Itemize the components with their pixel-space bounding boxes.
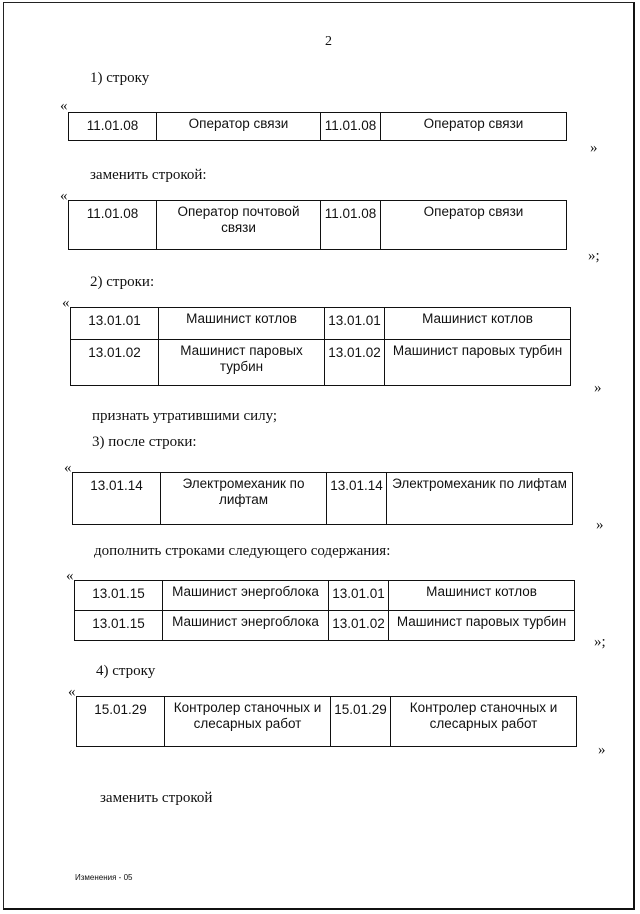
name-cell: Оператор связи xyxy=(157,113,321,141)
code-cell: 13.01.02 xyxy=(71,340,159,386)
name-cell: Машинист котлов xyxy=(389,581,575,611)
code-cell: 11.01.08 xyxy=(321,201,381,250)
close-quote: »; xyxy=(588,248,600,264)
section-2-heading: 2) строки: xyxy=(90,274,155,290)
name-cell: Контролер станочных и слесарных работ xyxy=(165,697,331,747)
table-s4 xyxy=(76,696,577,747)
close-quote: » xyxy=(596,517,604,533)
code-cell: 13.01.14 xyxy=(73,473,161,525)
code-cell: 13.01.01 xyxy=(325,308,385,340)
table-s2 xyxy=(70,307,571,386)
table-s1 xyxy=(68,112,567,141)
name-cell: Электромеханик по лифтам xyxy=(387,473,573,525)
table-row xyxy=(71,340,571,386)
open-quote: « xyxy=(68,684,76,700)
code-cell: 15.01.29 xyxy=(331,697,391,747)
table-row xyxy=(75,581,575,611)
name-cell: Электромеханик по лифтам xyxy=(161,473,327,525)
open-quote: « xyxy=(60,188,68,204)
code-cell: 11.01.08 xyxy=(69,113,157,141)
open-quote: « xyxy=(64,460,72,476)
open-quote: « xyxy=(66,568,74,584)
section-3-heading: 3) после строки: xyxy=(92,434,197,450)
name-cell: Машинист котлов xyxy=(159,308,325,340)
code-cell: 15.01.29 xyxy=(77,697,165,747)
table-s1-replacement xyxy=(68,200,567,250)
code-cell: 13.01.01 xyxy=(329,581,389,611)
close-quote: » xyxy=(590,140,598,156)
table-row xyxy=(75,611,575,641)
close-quote: » xyxy=(598,742,606,758)
table-row xyxy=(69,201,567,250)
name-cell: Машинист котлов xyxy=(385,308,571,340)
code-cell: 11.01.08 xyxy=(69,201,157,250)
table-s3-addition xyxy=(74,580,575,641)
name-cell: Машинист паровых турбин xyxy=(385,340,571,386)
replace-1-heading: заменить строкой: xyxy=(90,167,207,183)
name-cell: Контролер станочных и слесарных работ xyxy=(391,697,577,747)
name-cell: Оператор связи xyxy=(381,201,567,250)
name-cell: Машинист паровых турбин xyxy=(159,340,325,386)
section-1-heading: 1) строку xyxy=(90,70,150,86)
code-cell: 13.01.14 xyxy=(327,473,387,525)
name-cell: Машинист энергоблока xyxy=(163,611,329,641)
table-row xyxy=(73,473,573,525)
open-quote: « xyxy=(60,98,68,114)
code-cell: 13.01.15 xyxy=(75,611,163,641)
page-number: 2 xyxy=(325,34,332,49)
close-quote: »; xyxy=(594,634,606,650)
open-quote: « xyxy=(62,295,70,311)
section-4-heading: 4) строку xyxy=(96,663,156,679)
close-quote: » xyxy=(594,380,602,396)
table-s3 xyxy=(72,472,573,525)
name-cell: Оператор связи xyxy=(381,113,567,141)
code-cell: 13.01.01 xyxy=(71,308,159,340)
code-cell: 13.01.15 xyxy=(75,581,163,611)
section-2-result: признать утратившими силу; xyxy=(92,408,278,424)
name-cell: Машинист энергоблока xyxy=(163,581,329,611)
table-row xyxy=(71,308,571,340)
code-cell: 13.01.02 xyxy=(329,611,389,641)
table-row xyxy=(69,113,567,141)
name-cell: Оператор почтовой связи xyxy=(157,201,321,250)
footer-note: Изменения - 05 xyxy=(75,873,133,882)
table-row xyxy=(77,697,577,747)
section-4-replacement-heading: заменить строкой xyxy=(100,790,213,806)
section-3-addition-heading: дополнить строками следующего содержания: xyxy=(94,543,391,559)
code-cell: 13.01.02 xyxy=(325,340,385,386)
code-cell: 11.01.08 xyxy=(321,113,381,141)
name-cell: Машинист паровых турбин xyxy=(389,611,575,641)
